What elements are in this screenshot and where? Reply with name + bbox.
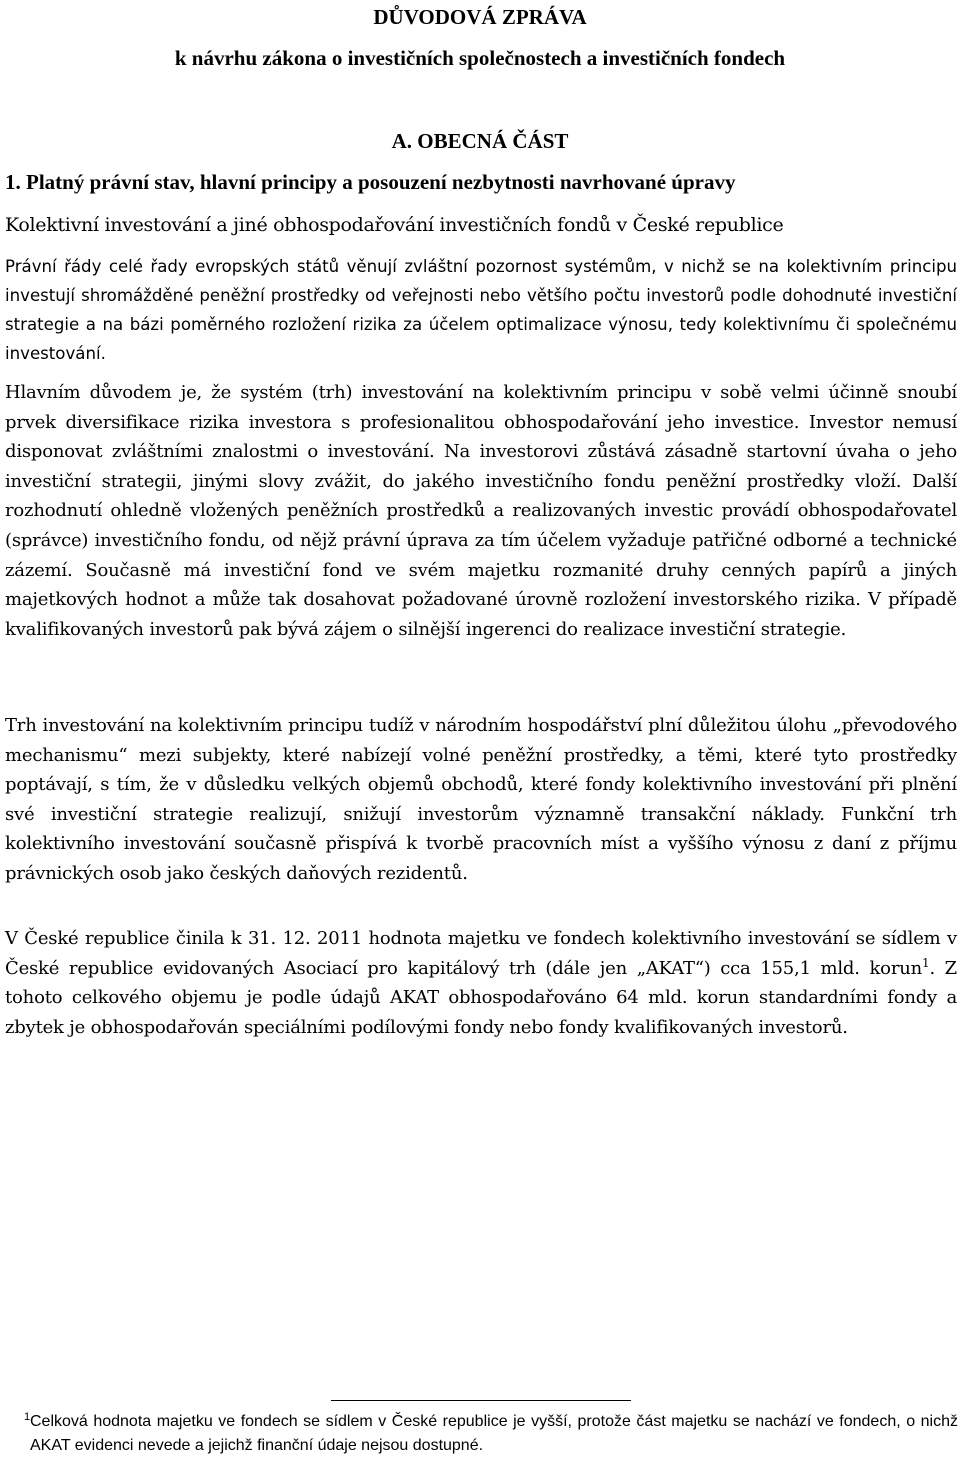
paragraph-2: Hlavním důvodem je, že systém (trh) investování na kolektivním principu v sobě velmi účinně snoubí prvek diversifikace rizika investora s profesionalitou obhospodařování jeho investice. Investor nemusí disponovat zvláštními znalostmi o investování. Na investorovi zůstává zásadně startovní úvaha o jeho investiční strategii, jinými slovy zvážit, do jakého investičního fondu peněžní prostředky vloží. Další rozhodnutí ohledně vložených peněžních prostředků a realizovaných investic provádí obhospodařovatel (správce) investičního fondu, od nějž právní úprava za tím účelem vyžaduje patřičné odborné a technické zázemí. Současně má investiční fond ve svém majetku rozmanité druhy cenných papírů a jiných majetkových hodnot a může tak dosahovat požadované úrovně rozložení investorského rizika. V případě kvalifikovaných investorů pak bývá zájem o silnější ingerenci do realizace investiční strategie.	[5, 382, 957, 640]
document-subtitle: k návrhu zákona o investičních společnostech a investičních fondech	[174, 46, 786, 70]
document-title: DŮVODOVÁ ZPRÁVA	[373, 5, 587, 29]
paragraph-3: Trh investování na kolektivním principu tudíž v národním hospodářství plní důležitou úlohu „převodového mechanismu“ mezi subjekty, které nabízejí volné peněžní prostředky, a těmi, které tyto prostředky poptávají, s tím, že v důsledku velkých objemů obchodů, které fondy kolektivního investování při plnění své investiční strategie realizují, snižují investorům významně transakční náklady. Funkční trh kolektivního investování současně přispívá k tvorbě pracovních míst a vyššího výnosu z daní z příjmu právnických osob jako českých daňových rezidentů.	[5, 715, 957, 884]
section-heading: 1. Platný právní stav, hlavní principy a posouzení nezbytnosti navrhované úpravy	[5, 170, 736, 194]
paragraph-4	[5, 924, 957, 1042]
part-heading: A. OBECNÁ ČÁST	[391, 129, 569, 153]
footnote-text: Celková hodnota majetku ve fondech se sídlem v České republice je vyšší, protože část majetku se nachází ve fondech, o nichž AKAT evidenci nevede a jejichž finanční údaje nejsou dostupné.	[30, 1413, 958, 1454]
paragraph-4-text-end: . Z tohoto celkového objemu je podle údajů AKAT obhospodařováno 64 mld. korun standardními fondy a zbytek je obhospodařován speciálními podílovými fondy nebo fondy kvalifikovaných investorů.	[5, 957, 957, 1038]
footnote-reference[interactable]: 1	[922, 955, 930, 970]
footnote	[24, 1410, 958, 1458]
footnote-number: 1	[24, 1411, 31, 1423]
paragraph-4-text-start: V České republice činila k 31. 12. 2011 hodnota majetku ve fondech kolektivního investování se sídlem v České republice evidovaných Asociací pro kapitálový trh (dále jen „AKAT“) cca 155,1 mld. korun	[5, 928, 957, 979]
paragraph-1: Právní řády celé řady evropských států věnují zvláštní pozornost systémům, v nichž se na kolektivním principu investují shromážděné peněžní prostředky od veřejnosti nebo většího počtu investorů podle dohodnuté investiční strategie a na bázi poměrného rozložení rizika za účelem optimalizace výnosu, tedy kolektivnímu či společnému investování.	[5, 257, 957, 363]
footnote-separator	[331, 1400, 631, 1401]
subsection-heading: Kolektivní investování a jiné obhospodařování investičních fondů v České republice	[5, 214, 784, 236]
